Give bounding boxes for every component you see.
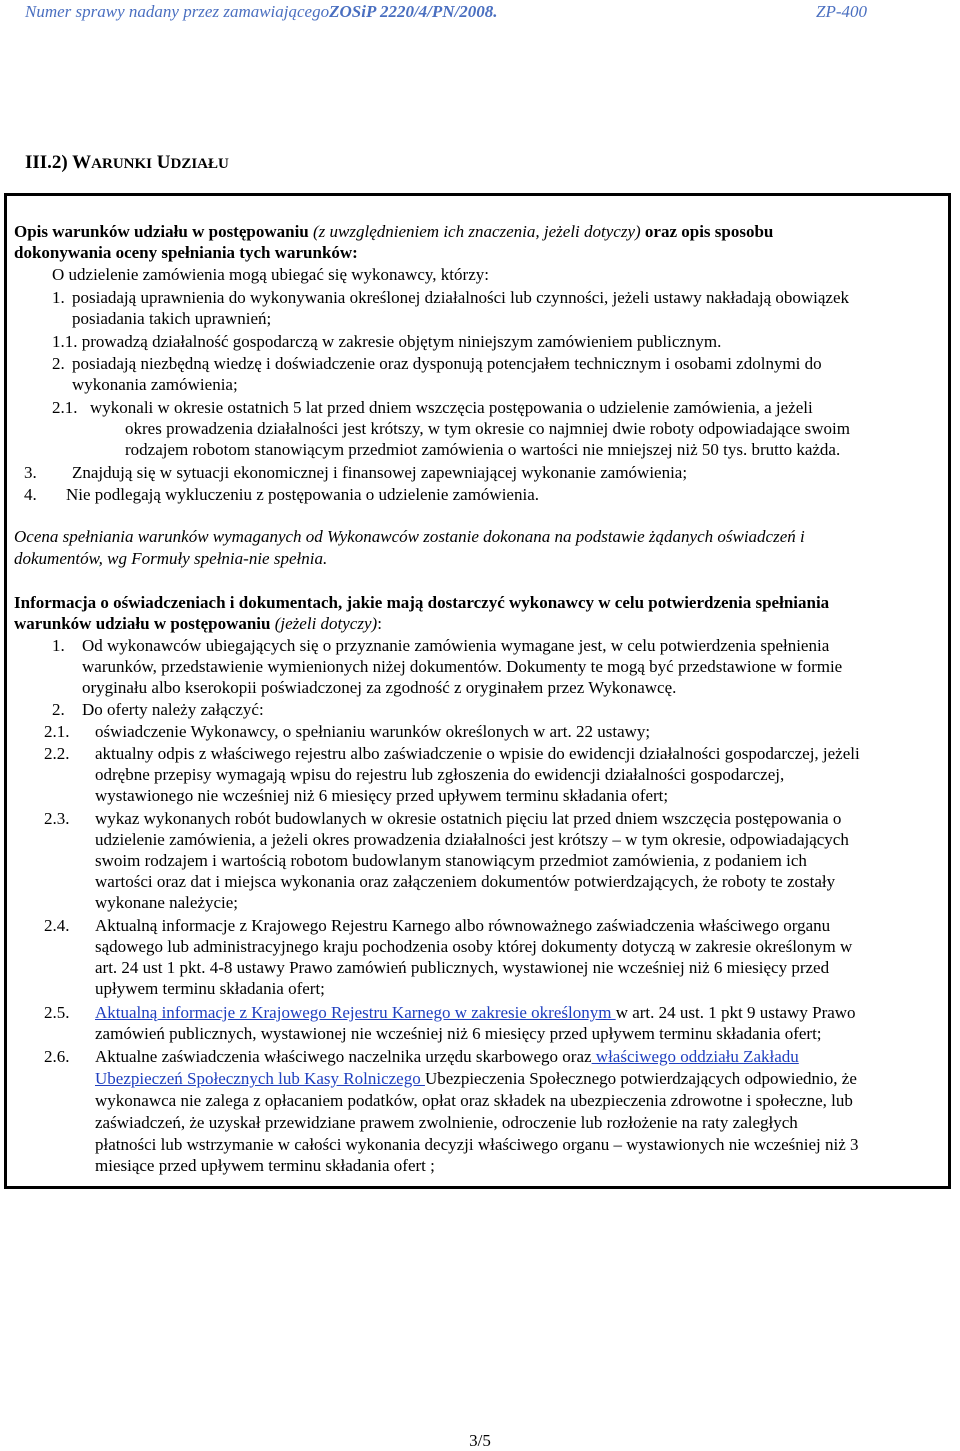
page-header	[25, 2, 867, 22]
conditions-title-line2: dokonywania oceny spełniania tych warunków:	[14, 243, 358, 262]
header-prefix: Numer sprawy nadany przez zamawiającego	[25, 2, 330, 21]
info-2-2-text: aktualny odpis z właściwego rejestru albo zaświadczenie o wpisie do ewidencji działalności gospodarczej, jeżeli	[95, 744, 860, 763]
condition-4-text: Nie podlegają wykluczeniu z postępowania o udzielenie zamówienia.	[66, 485, 539, 504]
info-2-6-text-cont4: płatności lub wstrzymanie w całości wykonania decyzji właściwego organu – wystawionych nie wcześniej niż 3	[95, 1135, 859, 1154]
conditions-title: Opis warunków udziału w postępowaniu (z uwzględnieniem ich znaczenia, jeżeli dotyczy) oraz opis sposobu	[14, 222, 774, 241]
info-2-5-number: 2.5.	[44, 1003, 70, 1022]
info-2-2-number: 2.2.	[44, 744, 70, 763]
condition-2-text-cont: wykonania zamówienia;	[72, 375, 238, 394]
condition-2-1-text: wykonali w okresie ostatnich 5 lat przed dniem wszczęcia postępowania o udzielenie zamówienia, a jeżeli	[90, 398, 813, 417]
info-title: Informacja o oświadczeniach i dokumentach, jakie mają dostarczyć wykonawcy w celu potwierdzenia spełniania	[14, 593, 830, 612]
info-1-text-cont: warunków, przedstawienie wymienionych niżej dokumentów. Dokumenty te mogą być przedstawione w formie	[82, 657, 843, 676]
assessment-text: Ocena spełniania warunków wymaganych od Wykonawców zostanie dokonana na podstawie żądanych oświadczeń i	[14, 527, 805, 546]
header-code: ZP-400	[816, 2, 867, 21]
info-2-3-text-cont2: swoim rodzajem i wartością robotom budowlanym stanowiącym przedmiot zamówienia, z podaniem ich	[95, 851, 807, 870]
condition-1-text: posiadają uprawnienia do wykonywania określonej działalności lub czynności, jeżeli ustawy nakładają obowiązek	[72, 288, 850, 307]
info-2-5-text-cont: zamówień publicznych, wystawionej nie wcześniej niż 6 miesięcy przed upływem terminu składania ofert;	[95, 1024, 822, 1043]
condition-2-1-number: 2.1.	[52, 398, 78, 417]
zus-link-cont[interactable]: Ubezpieczeń Społecznych lub Kasy Rolniczego	[95, 1069, 425, 1088]
header-doc-number: ZOSiP 2220/4/PN/2008.	[329, 2, 498, 21]
condition-4-number: 4.	[24, 485, 37, 504]
info-2-6-text-cont5: miesiące przed upływem terminu składania ofert ;	[95, 1156, 435, 1175]
condition-1-1: 1.1. prowadzą działalność gospodarczą w zakresie objętym niniejszym zamówieniem publicznym.	[52, 332, 722, 351]
assessment-text-cont: dokumentów, wg Formuły spełnia-nie spełnia.	[14, 549, 328, 568]
info-2-3-text: wykaz wykonanych robót budowlanych w okresie ostatnich pięciu lat przed dniem wszczęcia postępowania o	[95, 809, 842, 828]
info-2-1-number: 2.1.	[44, 722, 70, 741]
condition-1-text-cont: posiadania takich uprawnień;	[72, 309, 272, 328]
page-number: 3/5	[469, 1431, 491, 1450]
info-2-6-text-cont: Ubezpieczeń Społecznych lub Kasy Rolniczego Ubezpieczenia Społecznego potwierdzających odpowiednio, że	[95, 1069, 857, 1088]
info-2-6-number: 2.6.	[44, 1047, 70, 1066]
header-case-number	[25, 2, 498, 22]
info-2-4-text-cont: sądowego lub administracyjnego kraju pochodzenia osoby której dokumenty dotyczą w zakresie określonym w	[95, 937, 853, 956]
info-2-6-text-cont2: wykonawca nie zalega z opłacaniem podatków, opłat oraz składek na ubezpieczenia zdrowotne i społeczne, lub	[95, 1091, 853, 1110]
info-2-3-text-cont3: wartości oraz dat i miejsca wykonania oraz załączeniem dokumentów potwierdzających, że roboty te zostały	[95, 872, 836, 891]
info-2-4-text-cont2: art. 24 ust 1 pkt. 4-8 ustawy Prawo zamówień publicznych, wystawionej nie wcześniej niż 6 miesięcy przed	[95, 958, 830, 977]
info-2-4-text-cont3: upływem terminu składania ofert;	[95, 979, 325, 998]
info-2-4-text: Aktualną informacje z Krajowego Rejestru Karnego albo równoważnego zaświadczenia właściwego organu	[95, 916, 831, 935]
condition-3-number: 3.	[24, 463, 37, 482]
section-title: III.2) WARUNKI UDZIAŁU	[25, 152, 229, 173]
info-2-number: 2.	[52, 700, 65, 719]
info-2-6-text-cont3: zaświadczeń, że uzyskał przewidziane prawem zwolnienie, odroczenie lub rozłożenie na raty zaległych	[95, 1113, 798, 1132]
condition-3-text: Znajdują się w sytuacji ekonomicznej i finansowej zapewniającej wykonanie zamówienia;	[72, 463, 688, 482]
info-1-text-cont2: oryginału albo kserokopii poświadczonej za zgodność z oryginałem przez Wykonawcę.	[82, 678, 677, 697]
info-1-text: Od wykonawców ubiegających się o przyznanie zamówienia wymagane jest, w celu potwierdzenia spełnienia	[82, 636, 830, 655]
info-2-1-text: oświadczenie Wykonawcy, o spełnianiu warunków określonych w art. 22 ustawy;	[95, 722, 651, 741]
info-2-2-text-cont: odrębne przepisy wymagają wpisu do rejestru lub zgłoszenia do ewidencji działalności gospodarczej,	[95, 765, 785, 784]
info-2-3-text-cont: udzielenie zamówienia, a jeżeli okres prowadzenia działalności jest krótszy – w tym okresie, odpowiadających	[95, 830, 849, 849]
info-title-line2: warunków udziału w postępowaniu (jeżeli dotyczy):	[14, 614, 382, 633]
condition-2-1-text-cont2: rodzajem robotom stanowiącym przedmiot zamówienia o wartości nie mniejszej niż 50 tys. brutto każda.	[125, 440, 841, 459]
krk-info-link[interactable]: Aktualną informacje z Krajowego Rejestru Karnego w zakresie określonym	[95, 1003, 616, 1022]
info-1-number: 1.	[52, 636, 65, 655]
info-2-3-number: 2.3.	[44, 809, 70, 828]
condition-2-text: posiadają niezbędną wiedzę i doświadczenie oraz dysponują potencjałem technicznym i osobami zdolnymi do	[72, 354, 822, 373]
condition-2-1-text-cont: okres prowadzenia działalności jest krótszy, w tym okresie co najmniej dwie roboty odpowiadające swoim	[125, 419, 850, 438]
condition-1-number: 1.	[52, 288, 65, 307]
info-2-4-number: 2.4.	[44, 916, 70, 935]
conditions-intro: O udzielenie zamówienia mogą ubiegać się wykonawcy, którzy:	[52, 265, 489, 284]
zus-link[interactable]: właściwego oddziału Zakładu	[591, 1047, 799, 1066]
condition-2-number: 2.	[52, 354, 65, 373]
info-2-text: Do oferty należy załączyć:	[82, 700, 264, 719]
info-2-2-text-cont2: wystawionego nie wcześniej niż 6 miesięcy przed upływem terminu składania ofert;	[95, 786, 669, 805]
info-2-3-text-cont4: wykonane należycie;	[95, 893, 239, 912]
info-2-6-text: Aktualne zaświadczenia właściwego naczelnika urzędu skarbowego oraz właściwego oddziału Zakładu	[95, 1047, 799, 1066]
info-2-5-text: Aktualną informacje z Krajowego Rejestru Karnego w zakresie określonym w art. 24 ust. 1 pkt 9 ustawy Prawo	[95, 1003, 856, 1022]
